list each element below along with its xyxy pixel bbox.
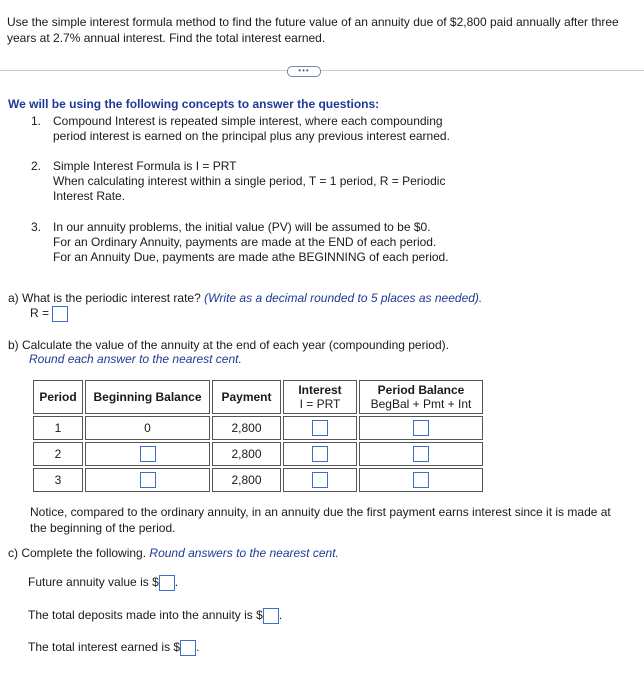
part-a-hint: (Write as a decimal rounded to 5 places as needed). <box>204 291 483 305</box>
interest-cell <box>283 442 357 466</box>
table-row <box>33 416 483 440</box>
header-interest-label: Interest <box>298 383 342 397</box>
part-c-text: c) Complete the following. <box>8 546 147 560</box>
payment-cell: 2,800 <box>212 442 281 466</box>
balance-cell <box>359 442 483 466</box>
interest-cell <box>283 468 357 492</box>
concept-line: For an Annuity Due, payments are made athe BEGINNING of each period. <box>53 250 449 264</box>
header-balance-label: Period Balance <box>377 383 465 397</box>
annuity-table <box>31 378 485 494</box>
payment-cell: 2,800 <box>212 468 281 492</box>
period-punct: . <box>278 608 283 623</box>
future-value-input[interactable] <box>159 575 175 591</box>
divider <box>0 70 644 71</box>
period-cell: 2 <box>33 442 83 466</box>
notice-text: Notice, compared to the ordinary annuity, in an annuity due the first payment earns interest since it is made at the beginning of the period. <box>30 505 611 535</box>
concepts-title: We will be using the following concepts to answer the questions: <box>8 97 380 111</box>
total-interest-row <box>28 640 199 656</box>
balance-cell <box>359 468 483 492</box>
balance-input[interactable] <box>413 472 429 488</box>
concept-line: Compound Interest is repeated simple interest, where each compounding <box>53 114 443 128</box>
payment-cell: 2,800 <box>212 416 281 440</box>
period-punct: . <box>196 640 200 655</box>
concept-line: Simple Interest Formula is I = PRT <box>53 159 237 173</box>
interest-cell <box>283 416 357 440</box>
period-cell: 1 <box>33 416 83 440</box>
concept-line: In our annuity problems, the initial value (PV) will be assumed to be $0. <box>53 220 431 234</box>
item-number: 2. <box>31 159 42 173</box>
beginning-balance-input[interactable] <box>140 446 156 462</box>
beginning-balance-cell <box>85 442 210 466</box>
part-a-prompt <box>8 291 482 305</box>
question-text: Use the simple interest formula method to find the future value of an annuity due of $2,800 paid annually after three years at 2.7% annual interest. Find the total interest earned. <box>7 15 619 45</box>
interest-input[interactable] <box>312 472 328 488</box>
header-period: Period <box>33 380 83 414</box>
concept-line: When calculating interest within a single period, T = 1 period, R = Periodic <box>53 174 446 188</box>
concept-line: period interest is earned on the principal plus any previous interest earned. <box>53 129 450 143</box>
part-a-text: a) What is the periodic interest rate? <box>8 291 201 305</box>
more-button[interactable]: ••• <box>287 66 321 77</box>
rate-label: R = <box>30 306 50 321</box>
header-payment: Payment <box>212 380 281 414</box>
period-punct: . <box>174 575 179 590</box>
part-c-prompt <box>8 546 339 560</box>
concept-line: For an Ordinary Annuity, payments are made at the END of each period. <box>53 235 437 249</box>
balance-input[interactable] <box>413 446 429 462</box>
table-row <box>33 468 483 492</box>
total-interest-label: The total interest earned is $ <box>28 640 181 655</box>
balance-cell <box>359 416 483 440</box>
future-value-row <box>28 575 178 591</box>
interest-input[interactable] <box>312 420 328 436</box>
rate-row <box>30 306 68 322</box>
concept-line: Interest Rate. <box>53 189 126 203</box>
header-interest <box>283 380 357 414</box>
period-cell: 3 <box>33 468 83 492</box>
item-number: 3. <box>31 220 42 234</box>
part-b-prompt: b) Calculate the value of the annuity at the end of each year (compounding period). <box>8 338 449 352</box>
beginning-balance-cell: 0 <box>85 416 210 440</box>
item-number: 1. <box>31 114 42 128</box>
header-interest-formula: I = PRT <box>299 397 341 411</box>
balance-input[interactable] <box>413 420 429 436</box>
part-c-hint: Round answers to the nearest cent. <box>149 546 339 560</box>
future-value-label: Future annuity value is $ <box>28 575 159 590</box>
total-interest-input[interactable] <box>180 640 196 656</box>
beginning-balance-cell <box>85 468 210 492</box>
total-deposits-input[interactable] <box>263 608 279 624</box>
table-header-row <box>33 380 483 414</box>
header-beginning-balance: Beginning Balance <box>85 380 210 414</box>
rate-input[interactable] <box>52 306 68 322</box>
header-balance-formula: BegBal + Pmt + Int <box>370 397 472 411</box>
total-deposits-label: The total deposits made into the annuity is $ <box>28 608 263 623</box>
total-deposits-row <box>28 608 282 624</box>
header-period-balance <box>359 380 483 414</box>
part-b-hint: Round each answer to the nearest cent. <box>29 352 242 366</box>
beginning-balance-input[interactable] <box>140 472 156 488</box>
interest-input[interactable] <box>312 446 328 462</box>
table-row <box>33 442 483 466</box>
